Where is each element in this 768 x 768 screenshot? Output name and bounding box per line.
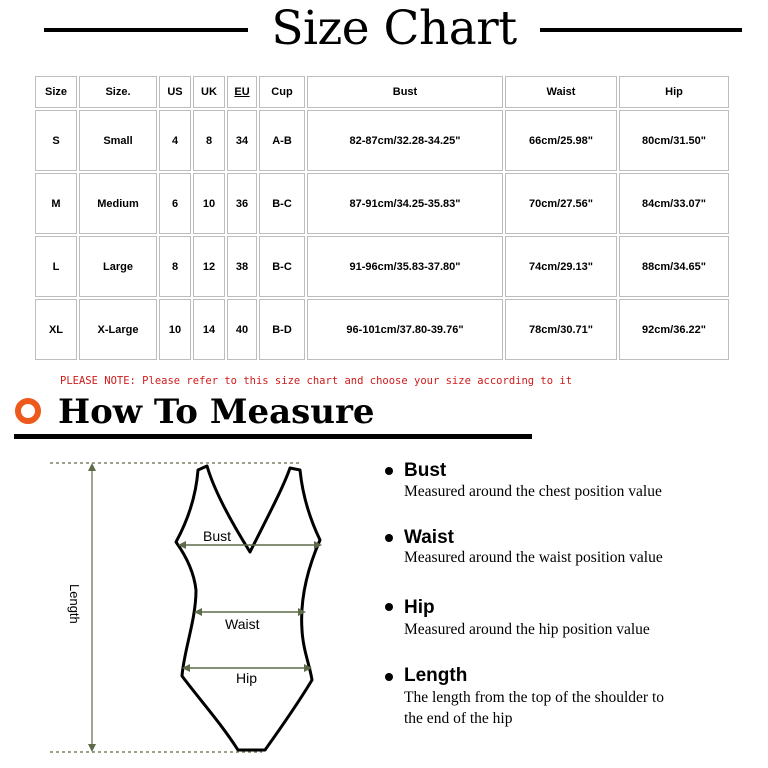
cell-size: L bbox=[35, 236, 77, 297]
cell-us: 4 bbox=[159, 110, 191, 171]
bullet-icon bbox=[385, 673, 393, 681]
header-size-name: Size. bbox=[79, 76, 157, 108]
header-cup: Cup bbox=[259, 76, 305, 108]
hip-label: Hip bbox=[236, 670, 258, 686]
cell-size: XL bbox=[35, 299, 77, 360]
cell-cup: A-B bbox=[259, 110, 305, 171]
cell-uk: 12 bbox=[193, 236, 225, 297]
size-table bbox=[33, 74, 731, 362]
hip-item-label: Hip bbox=[404, 597, 435, 618]
cell-size-name: Small bbox=[79, 110, 157, 171]
cell-bust: 91-96cm/35.83-37.80" bbox=[307, 236, 503, 297]
table-header-row bbox=[35, 76, 729, 108]
eu-link[interactable]: EU bbox=[234, 86, 250, 98]
orange-ring-icon bbox=[15, 398, 41, 424]
header-size: Size bbox=[35, 76, 77, 108]
length-item-desc-line1: The length from the top of the shoulder to bbox=[404, 689, 664, 706]
page-title: Size Chart bbox=[271, 1, 517, 56]
cell-hip: 80cm/31.50" bbox=[619, 110, 729, 171]
cell-size: M bbox=[35, 173, 77, 234]
hip-item-desc: Measured around the hip position value bbox=[404, 621, 650, 638]
waist-label: Waist bbox=[225, 616, 260, 632]
length-item-desc-line2: the end of the hip bbox=[404, 710, 513, 727]
cell-eu: 34 bbox=[227, 110, 257, 171]
cell-hip: 92cm/36.22" bbox=[619, 299, 729, 360]
section-rule bbox=[14, 434, 532, 439]
table-row bbox=[35, 110, 729, 171]
cell-us: 6 bbox=[159, 173, 191, 234]
header-hip: Hip bbox=[619, 76, 729, 108]
length-item-label: Length bbox=[404, 665, 468, 686]
header-us: US bbox=[159, 76, 191, 108]
cell-uk: 10 bbox=[193, 173, 225, 234]
table-row bbox=[35, 299, 729, 360]
cell-waist: 66cm/25.98" bbox=[505, 110, 617, 171]
cell-bust: 82-87cm/32.28-34.25" bbox=[307, 110, 503, 171]
cell-eu: 40 bbox=[227, 299, 257, 360]
bust-item-desc: Measured around the chest position value bbox=[404, 483, 662, 500]
cell-waist: 74cm/29.13" bbox=[505, 236, 617, 297]
cell-cup: B-D bbox=[259, 299, 305, 360]
waist-item-desc: Measured around the waist position value bbox=[404, 549, 663, 566]
bust-label: Bust bbox=[203, 528, 232, 544]
how-to-measure-title: How To Measure bbox=[58, 392, 375, 432]
cell-waist: 70cm/27.56" bbox=[505, 173, 617, 234]
cell-size: S bbox=[35, 110, 77, 171]
cell-bust: 87-91cm/34.25-35.83" bbox=[307, 173, 503, 234]
cell-hip: 88cm/34.65" bbox=[619, 236, 729, 297]
cell-size-name: Large bbox=[79, 236, 157, 297]
cell-size-name: X-Large bbox=[79, 299, 157, 360]
cell-us: 10 bbox=[159, 299, 191, 360]
cell-cup: B-C bbox=[259, 173, 305, 234]
cell-eu: 36 bbox=[227, 173, 257, 234]
length-label: Length bbox=[67, 584, 82, 624]
header-waist: Waist bbox=[505, 76, 617, 108]
bullet-icon bbox=[385, 603, 393, 611]
cell-eu: 38 bbox=[227, 236, 257, 297]
bullet-icon bbox=[385, 534, 393, 542]
title-rule-right bbox=[540, 28, 742, 32]
table-row bbox=[35, 173, 729, 234]
bust-item-label: Bust bbox=[404, 460, 447, 481]
cell-cup: B-C bbox=[259, 236, 305, 297]
cell-waist: 78cm/30.71" bbox=[505, 299, 617, 360]
size-note: PLEASE NOTE: Please refer to this size chart and choose your size according to it bbox=[60, 375, 573, 387]
header-uk: UK bbox=[193, 76, 225, 108]
cell-uk: 14 bbox=[193, 299, 225, 360]
cell-size-name: Medium bbox=[79, 173, 157, 234]
cell-us: 8 bbox=[159, 236, 191, 297]
cell-hip: 84cm/33.07" bbox=[619, 173, 729, 234]
header-eu bbox=[227, 76, 257, 108]
cell-bust: 96-101cm/37.80-39.76" bbox=[307, 299, 503, 360]
header-bust: Bust bbox=[307, 76, 503, 108]
cell-uk: 8 bbox=[193, 110, 225, 171]
bodysuit-diagram bbox=[0, 450, 360, 768]
bodysuit-outline-icon bbox=[176, 466, 320, 750]
bullet-icon bbox=[385, 467, 393, 475]
table-row bbox=[35, 236, 729, 297]
waist-item-label: Waist bbox=[404, 527, 454, 548]
title-rule-left bbox=[44, 28, 248, 32]
